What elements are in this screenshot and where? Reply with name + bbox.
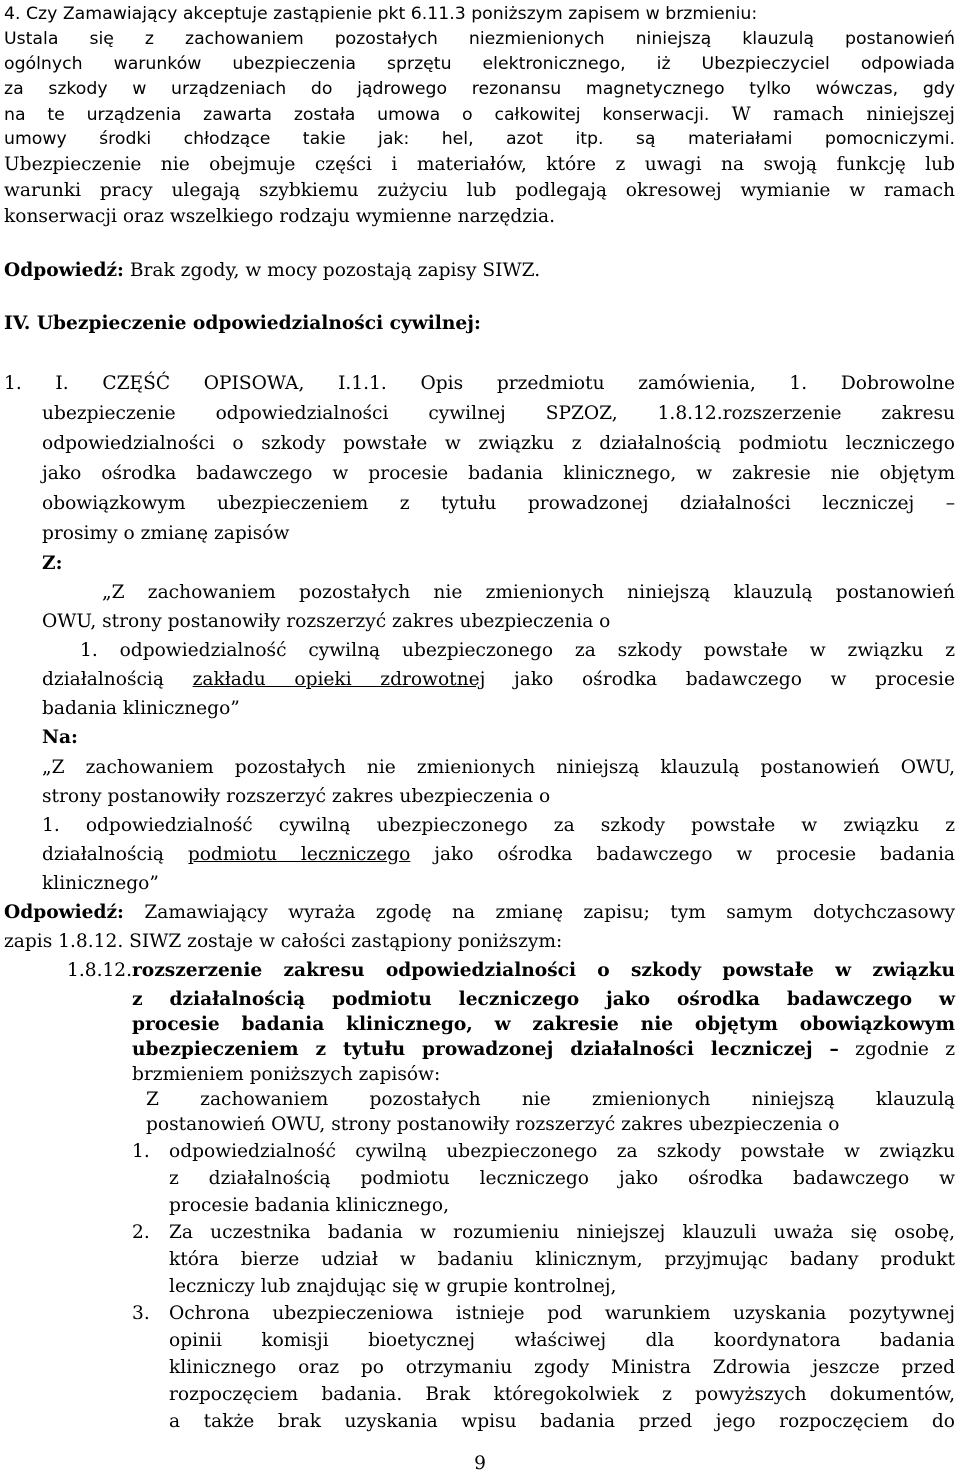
p4-line-6: umowy środki chłodzące takie jak: hel, azot itp. są materiałami pomocniczymi. — [4, 129, 955, 149]
z-line-4-b: jako ośrodka badawczego w procesie — [485, 669, 955, 690]
answer-2-label: Odpowiedź: — [4, 902, 124, 923]
p4-line-5-serif: W ramach niniejszej — [709, 104, 955, 125]
na-line-5: klinicznego” — [42, 873, 159, 894]
clause-line-4-tail: zgodnie z — [838, 1039, 955, 1060]
p4-line-9: konserwacji oraz wszelkiego rodzaju wymienne narzędzia. — [4, 206, 555, 227]
p4-line-5-sans: na te urządzenia zawarta została umowa o całkowitej konserwacji. — [4, 105, 710, 125]
item1-line-4: jako ośrodka badawczego w procesie badania klinicznego, w zakresie nie objętym — [42, 463, 955, 484]
p4-line-3: ogólnych warunków ubezpieczenia sprzętu elektronicznego, iż Ubezpieczyciel odpowiada — [4, 54, 955, 74]
na-line-2: strony postanowiły rozszerzyć zakres ubezpieczenia o — [42, 786, 551, 807]
item1-line-6: prosimy o zmianę zapisów — [42, 523, 290, 544]
z-line-4 — [42, 665, 955, 694]
point-1-number: 1. — [132, 1141, 150, 1162]
clause-bold-line-3: procesie badania klinicznego, w zakresie nie objętym obowiązkowym — [132, 1014, 955, 1035]
clause-number: 1.8.12. — [67, 960, 133, 981]
point-3-line-3: klinicznego oraz po otrzymaniu zgody Ministra Zdrowia jeszcze przed — [169, 1357, 955, 1378]
na-line-1: „Z zachowaniem pozostałych nie zmienionych niniejszą klauzulą postanowień OWU, — [42, 757, 955, 778]
na-line-3: 1. odpowiedzialność cywilną ubezpieczonego za szkody powstałe w związku z — [42, 815, 955, 836]
item1-line-1: 1. I. CZĘŚĆ OPISOWA, I.1.1. Opis przedmiotu zamówienia, 1. Dobrowolne — [4, 373, 955, 394]
p4-line-8: warunki pracy ulegają szybkiemu zużyciu lub podlegają okresowej wymianie w ramach — [4, 180, 955, 201]
z-line-5: badania klinicznego” — [42, 698, 240, 719]
point-1-line-3: procesie badania klinicznego, — [169, 1195, 449, 1216]
p4-line-2: Ustala się z zachowaniem pozostałych niezmienionych niniejszą klauzulą postanowień — [4, 29, 955, 49]
page-number: 9 — [474, 1453, 486, 1474]
p4-line-5 — [4, 102, 955, 128]
answer-1-text: Brak zgody, w mocy pozostają zapisy SIWZ. — [123, 260, 541, 281]
na-line-4-underlined: podmiotu leczniczego — [187, 844, 411, 865]
point-1-line-1: odpowiedzialność cywilną ubezpieczonego za szkody powstałe w związku — [169, 1141, 955, 1162]
point-2-number: 2. — [132, 1222, 150, 1243]
clause-intro-1: Z zachowaniem pozostałych nie zmienionych niniejszą klauzulą — [146, 1089, 955, 1110]
item1-line-3: odpowiedzialności o szkody powstałe w związku z działalnością podmiotu leczniczego — [42, 433, 955, 454]
z-line-2: OWU, strony postanowiły rozszerzyć zakres ubezpieczenia o — [42, 611, 611, 632]
item1-line-5: obowiązkowym ubezpieczeniem z tytułu prowadzonej działalności leczniczej – — [42, 493, 955, 514]
z-line-4-a: działalnością — [42, 669, 193, 690]
point-3-line-4: rozpoczęciem badania. Brak któregokolwiek z powyższych dokumentów, — [169, 1384, 955, 1405]
point-2-line-1: Za uczestnika badania w rozumieniu niniejszej klauzuli uważa się osobę, — [169, 1222, 955, 1243]
answer-2-line-1 — [4, 898, 955, 927]
z-line-4-underlined: zakładu opieki zdrowotnej — [192, 669, 486, 690]
point-1-line-2: z działalnością podmiotu leczniczego jako ośrodka badawczego w — [169, 1168, 955, 1189]
answer-2-line-2: zapis 1.8.12. SIWZ zostaje w całości zastąpiony poniższym: — [4, 931, 563, 952]
point-3-line-5: a także brak uzyskania wpisu badania przed jego rozpoczęciem do — [169, 1411, 955, 1432]
p4-line-4: za szkody w urządzeniach do jądrowego rezonansu magnetycznego tylko wówczas, gdy — [4, 79, 955, 99]
na-line-4-a: działalnością — [42, 844, 188, 865]
na-line-4-b: jako ośrodka badawczego w procesie badania — [410, 844, 955, 865]
point-3-number: 3. — [132, 1303, 150, 1324]
na-label: Na: — [42, 727, 78, 748]
z-line-3: 1. odpowiedzialność cywilną ubezpieczonego za szkody powstałe w związku z — [80, 640, 955, 661]
z-label: Z: — [42, 553, 63, 574]
z-line-1: „Z zachowaniem pozostałych nie zmienionych niniejszą klauzulą postanowień — [102, 582, 955, 603]
item1-line-2: ubezpieczenie odpowiedzialności cywilnej SPZOZ, 1.8.12.rozszerzenie zakresu — [42, 403, 955, 424]
clause-bold-line-1: rozszerzenie zakresu odpowiedzialności o szkody powstałe w związku — [132, 960, 955, 981]
point-2-line-2: która bierze udział w badaniu klinicznym, przyjmując badany produkt — [169, 1249, 955, 1270]
clause-bold-line-2: z działalnością podmiotu leczniczego jako ośrodka badawczego w — [132, 989, 955, 1010]
answer-2-text: Zamawiający wyraża zgodę na zmianę zapisu; tym samym dotychczasowy — [123, 902, 955, 923]
p4-line-1: 4. Czy Zamawiający akceptuje zastąpienie pkt 6.11.3 poniższym zapisem w brzmieniu: — [4, 4, 758, 24]
clause-bold-line-4: ubezpieczeniem z tytułu prowadzonej działalności leczniczej – — [132, 1039, 839, 1060]
point-3-line-2: opinii komisji bioetycznej właściwej dla koordynatora badania — [169, 1330, 955, 1351]
clause-line-5: brzmieniem poniższych zapisów: — [132, 1064, 441, 1085]
section-title: Ubezpieczenie odpowiedzialności cywilnej: — [30, 313, 481, 334]
section-number: IV. — [4, 313, 31, 334]
section-heading — [4, 309, 481, 338]
point-3-line-1: Ochrona ubezpieczeniowa istnieje pod warunkiem uzyskania pozytywnej — [169, 1303, 955, 1324]
clause-intro-2: postanowień OWU, strony postanowiły rozszerzyć zakres ubezpieczenia o — [146, 1114, 840, 1135]
p4-line-7: Ubezpieczenie nie obejmuje części i materiałów, które z uwagi na swoją funkcję lub — [4, 154, 955, 175]
answer-1-label: Odpowiedź: — [4, 260, 124, 281]
na-line-4 — [42, 840, 955, 869]
answer-1 — [4, 256, 540, 285]
point-2-line-3: leczniczy lub znajdując się w grupie kontrolnej, — [169, 1276, 617, 1297]
